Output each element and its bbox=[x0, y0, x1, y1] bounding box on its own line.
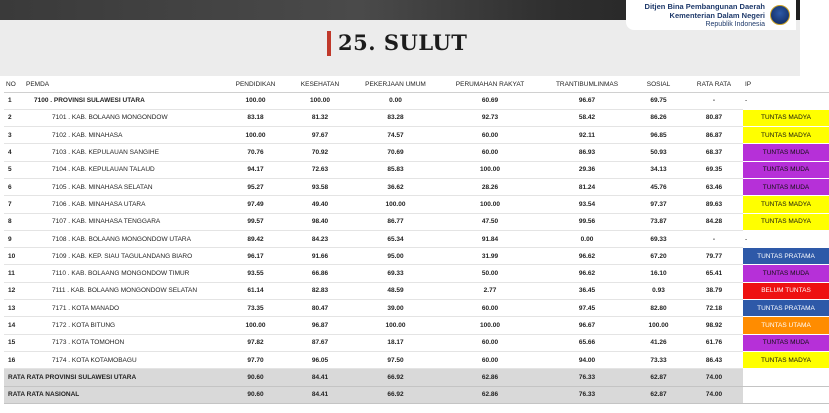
cell-pemda: 7106 . KAB. MINAHASA UTARA bbox=[24, 196, 224, 213]
cell-pemda: 7108 . KAB. BOLAANG MONGONDOW UTARA bbox=[24, 230, 224, 247]
ministry-line-1: Ditjen Bina Pembangunan Daerah bbox=[644, 1, 765, 11]
cell-pr: 50.00 bbox=[438, 265, 542, 282]
cell-sosial: 45.76 bbox=[632, 178, 685, 195]
cell-pendidikan: 99.57 bbox=[224, 213, 287, 230]
title-accent-bar bbox=[327, 31, 331, 56]
cell-sosial: 97.37 bbox=[632, 196, 685, 213]
cell-sosial: 50.93 bbox=[632, 144, 685, 161]
cell-pendidikan: 61.14 bbox=[224, 282, 287, 299]
cell-pendidikan: 97.82 bbox=[224, 334, 287, 351]
cell-sosial: 73.87 bbox=[632, 213, 685, 230]
cell-ip-status: TUNTAS MUDA bbox=[743, 334, 829, 351]
cell-kesehatan: 49.40 bbox=[287, 196, 353, 213]
summary-kesehatan: 84.41 bbox=[287, 369, 353, 386]
page-title: 25. SULUT bbox=[338, 30, 468, 55]
cell-pendidikan: 89.42 bbox=[224, 230, 287, 247]
cell-rata: - bbox=[685, 92, 743, 109]
cell-sosial: 73.33 bbox=[632, 351, 685, 368]
cell-pr: 100.00 bbox=[438, 317, 542, 334]
cell-ip-status: TUNTAS PRATAMA bbox=[743, 300, 829, 317]
cell-ip-status: TUNTAS MADYA bbox=[743, 196, 829, 213]
table-row bbox=[4, 92, 829, 109]
cell-no: 7 bbox=[4, 196, 24, 213]
cell-pemda: 7101 . KAB. BOLAANG MONGONDOW bbox=[24, 109, 224, 126]
cell-pemda: 7103 . KAB. KEPULAUAN SANGIHE bbox=[24, 144, 224, 161]
ministry-line-2: Kementerian Dalam Negeri bbox=[669, 10, 765, 20]
cell-sosial: 96.85 bbox=[632, 127, 685, 144]
cell-pendidikan: 95.27 bbox=[224, 178, 287, 195]
cell-pu: 74.57 bbox=[353, 127, 438, 144]
cell-trantib: 29.36 bbox=[542, 161, 632, 178]
summary-row bbox=[4, 369, 829, 386]
table-row bbox=[4, 351, 829, 368]
cell-trantib: 36.45 bbox=[542, 282, 632, 299]
cell-pendidikan: 73.35 bbox=[224, 300, 287, 317]
table-row bbox=[4, 282, 829, 299]
cell-ip-status: TUNTAS MUDA bbox=[743, 144, 829, 161]
cell-pu: 0.00 bbox=[353, 92, 438, 109]
summary-trantib: 76.33 bbox=[542, 369, 632, 386]
cell-pendidikan: 100.00 bbox=[224, 317, 287, 334]
cell-no: 1 bbox=[4, 92, 24, 109]
summary-pendidikan: 90.60 bbox=[224, 369, 287, 386]
cell-rata: 98.92 bbox=[685, 317, 743, 334]
cell-pemda: 7171 . KOTA MANADO bbox=[24, 300, 224, 317]
cell-kesehatan: 96.87 bbox=[287, 317, 353, 334]
cell-pr: 100.00 bbox=[438, 196, 542, 213]
cell-trantib: 86.93 bbox=[542, 144, 632, 161]
cell-pemda: 7109 . KAB. KEP. SIAU TAGULANDANG BIARO bbox=[24, 248, 224, 265]
cell-pr: 47.50 bbox=[438, 213, 542, 230]
cell-trantib: 96.67 bbox=[542, 317, 632, 334]
table-body bbox=[4, 92, 829, 403]
cell-pu: 86.77 bbox=[353, 213, 438, 230]
cell-pendidikan: 97.70 bbox=[224, 351, 287, 368]
cell-pu: 65.34 bbox=[353, 230, 438, 247]
cell-pendidikan: 94.17 bbox=[224, 161, 287, 178]
cell-trantib: 65.66 bbox=[542, 334, 632, 351]
cell-pemda: 7102 . KAB. MINAHASA bbox=[24, 127, 224, 144]
cell-sosial: 16.10 bbox=[632, 265, 685, 282]
cell-no: 11 bbox=[4, 265, 24, 282]
summary-pr: 62.86 bbox=[438, 369, 542, 386]
cell-rata: 86.87 bbox=[685, 127, 743, 144]
cell-ip-status: TUNTAS MUDA bbox=[743, 265, 829, 282]
cell-rata: 61.76 bbox=[685, 334, 743, 351]
cell-trantib: 81.24 bbox=[542, 178, 632, 195]
cell-pu: 97.50 bbox=[353, 351, 438, 368]
cell-ip-status: - bbox=[743, 230, 829, 247]
summary-ip-empty bbox=[743, 386, 829, 403]
cell-rata: 86.43 bbox=[685, 351, 743, 368]
cell-pr: 28.26 bbox=[438, 178, 542, 195]
ministry-line-3: Republik Indonesia bbox=[705, 20, 765, 28]
cell-pendidikan: 97.49 bbox=[224, 196, 287, 213]
ip-table-container bbox=[4, 77, 815, 404]
cell-pemda: 7110 . KAB. BOLAANG MONGONDOW TIMUR bbox=[24, 265, 224, 282]
table-row bbox=[4, 334, 829, 351]
cell-trantib: 94.00 bbox=[542, 351, 632, 368]
cell-trantib: 0.00 bbox=[542, 230, 632, 247]
cell-rata: - bbox=[685, 230, 743, 247]
cell-ip-status: TUNTAS PRATAMA bbox=[743, 248, 829, 265]
cell-rata: 68.37 bbox=[685, 144, 743, 161]
cell-sosial: 86.26 bbox=[632, 109, 685, 126]
cell-no: 15 bbox=[4, 334, 24, 351]
cell-no: 3 bbox=[4, 127, 24, 144]
table-row bbox=[4, 248, 829, 265]
table-row bbox=[4, 300, 829, 317]
cell-kesehatan: 66.86 bbox=[287, 265, 353, 282]
summary-row bbox=[4, 386, 829, 403]
cell-pu: 36.62 bbox=[353, 178, 438, 195]
cell-kesehatan: 100.00 bbox=[287, 92, 353, 109]
summary-sosial: 62.87 bbox=[632, 369, 685, 386]
col-header-ip: IP bbox=[743, 77, 829, 92]
col-header-trantibumlinmas: TRANTIBUMLINMAS bbox=[542, 77, 632, 92]
cell-pr: 100.00 bbox=[438, 161, 542, 178]
cell-kesehatan: 72.63 bbox=[287, 161, 353, 178]
cell-no: 6 bbox=[4, 178, 24, 195]
cell-no: 10 bbox=[4, 248, 24, 265]
cell-pendidikan: 100.00 bbox=[224, 127, 287, 144]
cell-no: 2 bbox=[4, 109, 24, 126]
col-header-pekerjaan-umum: PEKERJAAN UMUM bbox=[353, 77, 438, 92]
cell-ip-status: TUNTAS MUDA bbox=[743, 161, 829, 178]
cell-no: 5 bbox=[4, 161, 24, 178]
cell-pendidikan: 83.18 bbox=[224, 109, 287, 126]
cell-ip-status: TUNTAS MADYA bbox=[743, 351, 829, 368]
summary-label: RATA RATA PROVINSI SULAWESI UTARA bbox=[4, 369, 224, 386]
cell-sosial: 67.20 bbox=[632, 248, 685, 265]
cell-no: 13 bbox=[4, 300, 24, 317]
cell-kesehatan: 84.23 bbox=[287, 230, 353, 247]
cell-pemda: 7107 . KAB. MINAHASA TENGGARA bbox=[24, 213, 224, 230]
cell-no: 8 bbox=[4, 213, 24, 230]
cell-pemda: 7100 . PROVINSI SULAWESI UTARA bbox=[24, 92, 224, 109]
table-row bbox=[4, 161, 829, 178]
cell-pr: 60.00 bbox=[438, 127, 542, 144]
cell-sosial: 69.33 bbox=[632, 230, 685, 247]
summary-pu: 66.92 bbox=[353, 369, 438, 386]
cell-no: 14 bbox=[4, 317, 24, 334]
cell-no: 12 bbox=[4, 282, 24, 299]
cell-pr: 60.00 bbox=[438, 334, 542, 351]
summary-sosial: 62.87 bbox=[632, 386, 685, 403]
cell-rata: 65.41 bbox=[685, 265, 743, 282]
garuda-emblem-icon bbox=[770, 5, 790, 25]
cell-kesehatan: 93.58 bbox=[287, 178, 353, 195]
cell-rata: 63.46 bbox=[685, 178, 743, 195]
cell-rata: 89.63 bbox=[685, 196, 743, 213]
table-row bbox=[4, 109, 829, 126]
cell-pu: 48.59 bbox=[353, 282, 438, 299]
cell-rata: 72.18 bbox=[685, 300, 743, 317]
cell-trantib: 97.45 bbox=[542, 300, 632, 317]
cell-pendidikan: 70.76 bbox=[224, 144, 287, 161]
cell-kesehatan: 87.67 bbox=[287, 334, 353, 351]
cell-kesehatan: 82.83 bbox=[287, 282, 353, 299]
cell-ip-status: TUNTAS UTAMA bbox=[743, 317, 829, 334]
cell-pr: 60.00 bbox=[438, 144, 542, 161]
cell-pu: 83.28 bbox=[353, 109, 438, 126]
col-header-no: NO bbox=[4, 77, 24, 92]
cell-pemda: 7173 . KOTA TOMOHON bbox=[24, 334, 224, 351]
table-row bbox=[4, 127, 829, 144]
summary-rata: 74.00 bbox=[685, 369, 743, 386]
col-header-kesehatan: KESEHATAN bbox=[287, 77, 353, 92]
cell-trantib: 99.56 bbox=[542, 213, 632, 230]
cell-trantib: 96.62 bbox=[542, 265, 632, 282]
cell-pu: 69.33 bbox=[353, 265, 438, 282]
cell-trantib: 96.67 bbox=[542, 92, 632, 109]
table-row bbox=[4, 196, 829, 213]
table-header-row bbox=[4, 77, 829, 92]
table-row bbox=[4, 213, 829, 230]
cell-pu: 70.69 bbox=[353, 144, 438, 161]
cell-pemda: 7174 . KOTA KOTAMOBAGU bbox=[24, 351, 224, 368]
cell-pu: 39.00 bbox=[353, 300, 438, 317]
cell-pr: 2.77 bbox=[438, 282, 542, 299]
cell-pu: 18.17 bbox=[353, 334, 438, 351]
cell-ip-status: TUNTAS MUDA bbox=[743, 178, 829, 195]
cell-pemda: 7172 . KOTA BITUNG bbox=[24, 317, 224, 334]
cell-pemda: 7104 . KAB. KEPULAUAN TALAUD bbox=[24, 161, 224, 178]
cell-no: 9 bbox=[4, 230, 24, 247]
cell-rata: 38.79 bbox=[685, 282, 743, 299]
cell-sosial: 100.00 bbox=[632, 317, 685, 334]
cell-pu: 100.00 bbox=[353, 317, 438, 334]
cell-pu: 95.00 bbox=[353, 248, 438, 265]
cell-sosial: 0.93 bbox=[632, 282, 685, 299]
cell-ip-status: TUNTAS MADYA bbox=[743, 109, 829, 126]
cell-kesehatan: 91.66 bbox=[287, 248, 353, 265]
cell-rata: 79.77 bbox=[685, 248, 743, 265]
summary-pr: 62.86 bbox=[438, 386, 542, 403]
cell-ip-status: TUNTAS MADYA bbox=[743, 213, 829, 230]
table-row bbox=[4, 144, 829, 161]
cell-rata: 80.87 bbox=[685, 109, 743, 126]
summary-pendidikan: 90.60 bbox=[224, 386, 287, 403]
col-header-perumahan-rakyat: PERUMAHAN RAKYAT bbox=[438, 77, 542, 92]
cell-pr: 60.00 bbox=[438, 351, 542, 368]
col-header-pendidikan: PENDIDIKAN bbox=[224, 77, 287, 92]
cell-trantib: 96.62 bbox=[542, 248, 632, 265]
cell-trantib: 93.54 bbox=[542, 196, 632, 213]
table-row bbox=[4, 317, 829, 334]
cell-no: 4 bbox=[4, 144, 24, 161]
cell-pu: 85.83 bbox=[353, 161, 438, 178]
cell-pemda: 7105 . KAB. MINAHASA SELATAN bbox=[24, 178, 224, 195]
cell-rata: 69.35 bbox=[685, 161, 743, 178]
table-row bbox=[4, 178, 829, 195]
ministry-text bbox=[645, 2, 765, 29]
cell-trantib: 58.42 bbox=[542, 109, 632, 126]
col-header-rata-rata: RATA RATA bbox=[685, 77, 743, 92]
table-row bbox=[4, 230, 829, 247]
summary-label: RATA RATA NASIONAL bbox=[4, 386, 224, 403]
cell-pr: 60.69 bbox=[438, 92, 542, 109]
cell-sosial: 34.13 bbox=[632, 161, 685, 178]
cell-kesehatan: 81.32 bbox=[287, 109, 353, 126]
cell-pr: 60.00 bbox=[438, 300, 542, 317]
cell-kesehatan: 70.92 bbox=[287, 144, 353, 161]
table-row bbox=[4, 265, 829, 282]
cell-kesehatan: 98.40 bbox=[287, 213, 353, 230]
summary-pu: 66.92 bbox=[353, 386, 438, 403]
cell-trantib: 92.11 bbox=[542, 127, 632, 144]
cell-ip-status: - bbox=[743, 92, 829, 109]
cell-pr: 31.99 bbox=[438, 248, 542, 265]
col-header-sosial: SOSIAL bbox=[632, 77, 685, 92]
summary-ip-empty bbox=[743, 369, 829, 386]
summary-kesehatan: 84.41 bbox=[287, 386, 353, 403]
cell-sosial: 82.80 bbox=[632, 300, 685, 317]
cell-pr: 91.84 bbox=[438, 230, 542, 247]
cell-pu: 100.00 bbox=[353, 196, 438, 213]
ministry-badge bbox=[626, 0, 796, 30]
summary-trantib: 76.33 bbox=[542, 386, 632, 403]
cell-kesehatan: 96.05 bbox=[287, 351, 353, 368]
cell-ip-status: BELUM TUNTAS bbox=[743, 282, 829, 299]
cell-pendidikan: 100.00 bbox=[224, 92, 287, 109]
cell-pr: 92.73 bbox=[438, 109, 542, 126]
cell-sosial: 69.75 bbox=[632, 92, 685, 109]
cell-ip-status: TUNTAS MADYA bbox=[743, 127, 829, 144]
cell-no: 16 bbox=[4, 351, 24, 368]
cell-pendidikan: 93.55 bbox=[224, 265, 287, 282]
col-header-pemda: PEMDA bbox=[24, 77, 224, 92]
cell-pemda: 7111 . KAB. BOLAANG MONGONDOW SELATAN bbox=[24, 282, 224, 299]
summary-rata: 74.00 bbox=[685, 386, 743, 403]
cell-kesehatan: 80.47 bbox=[287, 300, 353, 317]
cell-rata: 84.28 bbox=[685, 213, 743, 230]
ip-table bbox=[4, 77, 829, 404]
cell-pendidikan: 96.17 bbox=[224, 248, 287, 265]
cell-sosial: 41.26 bbox=[632, 334, 685, 351]
cell-kesehatan: 97.67 bbox=[287, 127, 353, 144]
